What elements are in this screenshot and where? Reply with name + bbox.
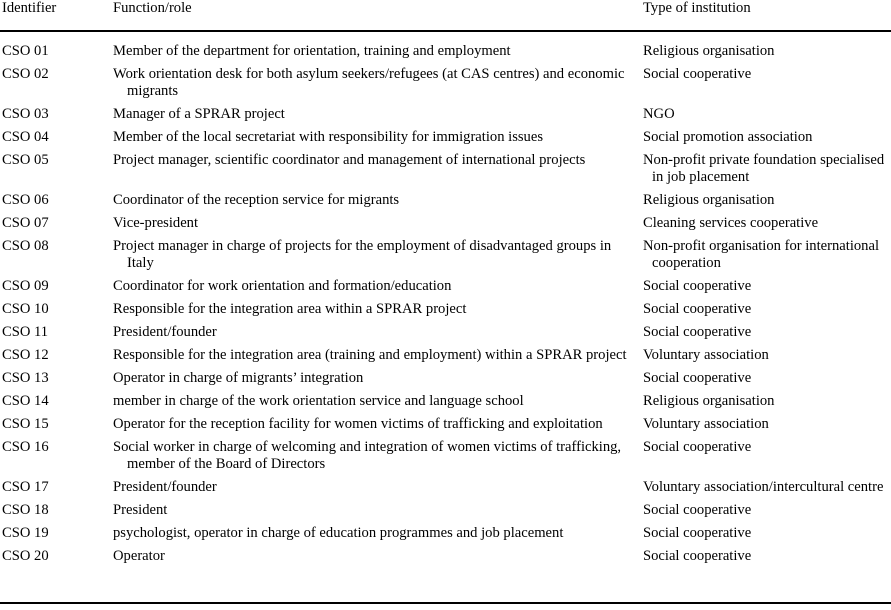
table-row xyxy=(0,416,891,439)
cell-function-role: Project manager in charge of projects for the employment of disadvantaged groups in Italy xyxy=(113,238,612,271)
cell-function-role: President xyxy=(113,502,168,518)
table-header xyxy=(0,0,891,31)
table-row xyxy=(0,129,891,152)
table-row xyxy=(0,324,891,347)
cell-type-of-institution: Voluntary association/intercultural centre xyxy=(643,479,884,495)
cell-type-of-institution: Social cooperative xyxy=(643,439,752,455)
cell-identifier: CSO 01 xyxy=(2,43,49,59)
cell-function-role: Responsible for the integration area within a SPRAR project xyxy=(113,301,467,317)
cell-function-role: Social worker in charge of welcoming and integration of women victims of trafficking, member of the Board of Directors xyxy=(113,439,622,472)
cell-function-role: Operator xyxy=(113,548,165,564)
table-row xyxy=(0,301,891,324)
column-header-identifier: Identifier xyxy=(0,0,112,31)
cell-type-of-institution: Non-profit organisation for international cooperation xyxy=(643,238,880,271)
cell-type-of-institution: Cleaning services cooperative xyxy=(643,215,819,231)
cell-type-of-institution: Religious organisation xyxy=(643,43,775,59)
cell-identifier: CSO 17 xyxy=(2,479,49,495)
table-row xyxy=(0,192,891,215)
table-row xyxy=(0,502,891,525)
cell-function-role: Coordinator of the reception service for migrants xyxy=(113,192,400,208)
table-row xyxy=(0,439,891,479)
cell-identifier: CSO 04 xyxy=(2,129,49,145)
cell-type-of-institution: Voluntary association xyxy=(643,416,769,432)
column-header-type-of-institution: Type of institution xyxy=(642,0,891,31)
cell-function-role: member in charge of the work orientation service and language school xyxy=(113,393,524,409)
cell-type-of-institution: Voluntary association xyxy=(643,347,769,363)
cell-type-of-institution: Social cooperative xyxy=(643,66,752,82)
cell-function-role: Responsible for the integration area (training and employment) within a SPRAR project xyxy=(113,347,627,363)
cell-type-of-institution: Religious organisation xyxy=(643,192,775,208)
cell-identifier: CSO 10 xyxy=(2,301,49,317)
cell-identifier: CSO 07 xyxy=(2,215,49,231)
table-row xyxy=(0,370,891,393)
column-header-function-role: Function/role xyxy=(112,0,642,31)
cell-identifier: CSO 13 xyxy=(2,370,49,386)
table-row xyxy=(0,548,891,569)
cell-identifier: CSO 11 xyxy=(2,324,49,340)
cell-identifier: CSO 09 xyxy=(2,278,49,294)
cell-function-role: Coordinator for work orientation and formation/education xyxy=(113,278,452,294)
cell-identifier: CSO 20 xyxy=(2,548,49,564)
table-row xyxy=(0,393,891,416)
table-row xyxy=(0,66,891,106)
cell-identifier: CSO 19 xyxy=(2,525,49,541)
cell-function-role: Member of the department for orientation, training and employment xyxy=(113,43,511,59)
cell-type-of-institution: Religious organisation xyxy=(643,393,775,409)
table-row xyxy=(0,152,891,192)
cell-function-role: President/founder xyxy=(113,324,217,340)
table-row xyxy=(0,479,891,502)
cell-function-role: Project manager, scientific coordinator and management of international projects xyxy=(113,152,586,168)
cell-type-of-institution: Social cooperative xyxy=(643,502,752,518)
table-row xyxy=(0,278,891,301)
cell-identifier: CSO 08 xyxy=(2,238,49,254)
cell-function-role: Operator in charge of migrants’ integration xyxy=(113,370,364,386)
cell-type-of-institution: Social cooperative xyxy=(643,370,752,386)
cell-identifier: CSO 14 xyxy=(2,393,49,409)
cell-type-of-institution: Social promotion association xyxy=(643,129,813,145)
cell-identifier: CSO 12 xyxy=(2,347,49,363)
cell-identifier: CSO 02 xyxy=(2,66,49,82)
cell-function-role: Operator for the reception facility for women victims of trafficking and exploitation xyxy=(113,416,603,432)
table-body xyxy=(0,31,891,569)
cell-function-role: psychologist, operator in charge of education programmes and job placement xyxy=(113,525,564,541)
cell-function-role: Manager of a SPRAR project xyxy=(113,106,285,122)
cell-type-of-institution: Social cooperative xyxy=(643,278,752,294)
table-row xyxy=(0,238,891,278)
cell-type-of-institution: Social cooperative xyxy=(643,324,752,340)
table-bottom-rule xyxy=(0,602,891,604)
cell-function-role: Vice-president xyxy=(113,215,199,231)
cell-function-role: Work orientation desk for both asylum seekers/refugees (at CAS centres) and economic migrants xyxy=(113,66,625,99)
table-header-row xyxy=(0,0,891,31)
cell-type-of-institution: NGO xyxy=(643,106,675,122)
cell-identifier: CSO 06 xyxy=(2,192,49,208)
table-row xyxy=(0,347,891,370)
table-row xyxy=(0,106,891,129)
cell-identifier: CSO 03 xyxy=(2,106,49,122)
cell-type-of-institution: Non-profit private foundation specialised in job placement xyxy=(643,152,885,185)
table-row xyxy=(0,31,891,66)
cell-type-of-institution: Social cooperative xyxy=(643,525,752,541)
cell-identifier: CSO 16 xyxy=(2,439,49,455)
cell-identifier: CSO 18 xyxy=(2,502,49,518)
cell-type-of-institution: Social cooperative xyxy=(643,548,752,564)
cell-function-role: Member of the local secretariat with responsibility for immigration issues xyxy=(113,129,544,145)
cell-identifier: CSO 15 xyxy=(2,416,49,432)
cell-function-role: President/founder xyxy=(113,479,217,495)
cell-identifier: CSO 05 xyxy=(2,152,49,168)
table-row xyxy=(0,215,891,238)
cell-type-of-institution: Social cooperative xyxy=(643,301,752,317)
table-row xyxy=(0,525,891,548)
